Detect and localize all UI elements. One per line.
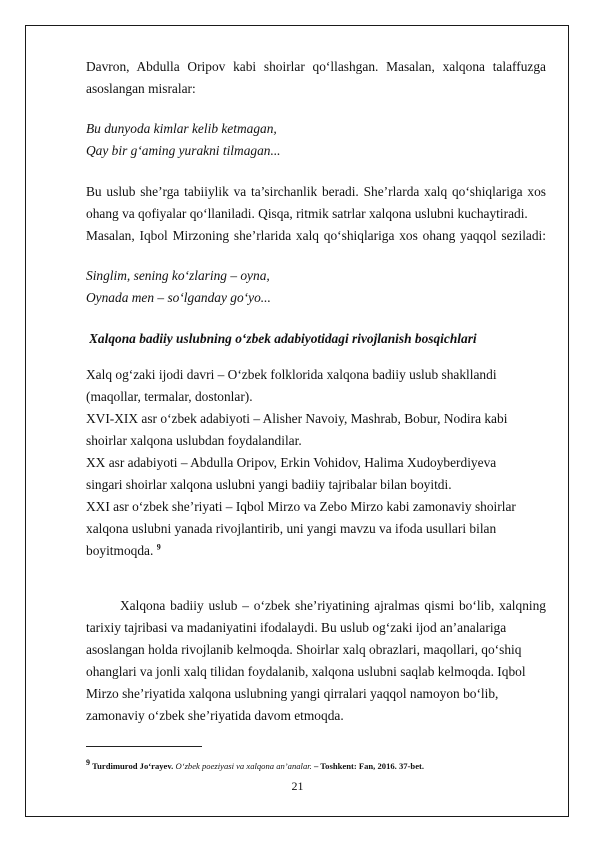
verse-line: Oynada men – so‘lganday go‘yo...: [86, 290, 271, 305]
stage-line: (maqollar, termalar, dostonlar).: [86, 389, 253, 404]
stage-line: Xalq og‘zaki ijodi davri – O‘zbek folklorida xalqona badiiy uslub shakllandi: [86, 367, 497, 382]
paragraph-conclusion: [86, 595, 546, 727]
stage-text: boyitmoqda.: [86, 543, 154, 558]
footnote-author: Turdimurod Jo‘rayev.: [92, 761, 174, 771]
section-heading: Xalqona badiiy uslubning o‘zbek adabiyotidagi rivojlanish bosqichlari: [89, 331, 477, 346]
footnote: [86, 758, 425, 771]
paragraph-line: zamonaviy o‘zbek she’riyatida davom etmoqda.: [86, 708, 344, 723]
paragraph-line: asoslangan holda rivojlanib kelmoqda. Shoirlar xalq obrazlari, maqollari, qo‘shiq: [86, 642, 522, 657]
verse-quote-2: [86, 265, 546, 309]
footnote-title: O‘zbek poeziyasi va xalqona an’analar.: [175, 761, 312, 771]
footnote-reference[interactable]: 9: [156, 542, 161, 552]
page-number: 21: [291, 779, 304, 793]
paragraph-intro: [86, 56, 546, 100]
paragraph-line: tarixiy tajribasi va madaniyatini ifodalaydi. Bu uslub og‘zaki ijod an’analariga: [86, 620, 507, 635]
paragraph-line: Masalan, Iqbol Mirzoning she’rlarida xalq qo‘shiqlariga xos ohang yaqqol seziladi:: [86, 228, 546, 243]
paragraph-line: asoslangan misralar:: [86, 81, 196, 96]
paragraph-line: Davron, Abdulla Oripov kabi shoirlar qo‘llashgan. Masalan, xalqona talaffuzga: [86, 59, 546, 74]
verse-quote-1: [86, 118, 546, 162]
paragraph-line: ohang va qofiyalar qo‘llaniladi. Qisqa, ritmik satrlar xalqona uslubni kuchaytiradi.: [86, 206, 528, 221]
verse-line: Bu dunyoda kimlar kelib ketmagan,: [86, 121, 277, 136]
stage-line: XXI asr o‘zbek she’riyati – Iqbol Mirzo va Zebo Mirzo kabi zamonaviy shoirlar: [86, 499, 516, 514]
stage-line: XX asr adabiyoti – Abdulla Oripov, Erkin Vohidov, Halima Xudoyberdiyeva: [86, 455, 497, 470]
footnote-number: 9: [86, 758, 90, 768]
paragraph-style: [86, 181, 546, 247]
footnote-divider: [86, 746, 202, 747]
stage-line: [86, 540, 546, 562]
verse-line: Singlim, sening ko‘zlaring – oyna,: [86, 268, 270, 283]
stage-line: singari shoirlar xalqona uslubni yangi badiiy tajribalar bilan boyitdi.: [86, 477, 452, 492]
stage-line: XVI-XIX asr o‘zbek adabiyoti – Alisher Navoiy, Mashrab, Bobur, Nodira kabi: [86, 411, 508, 426]
footnote-publication: – Toshkent: Fan, 2016. 37-bet.: [313, 761, 425, 771]
stages-list: [86, 364, 546, 562]
verse-line: Qay bir g‘aming yurakni tilmagan...: [86, 143, 281, 158]
paragraph-line: ohanglari va jonli xalq tilidan foydalanib, xalqona uslubni saqlab kelmoqda. Iqbol: [86, 664, 526, 679]
paragraph-line: Bu uslub she’rga tabiiylik va ta’sirchanlik beradi. She’rlarda xalq qo‘shiqlariga xos: [86, 184, 546, 199]
paragraph-line: Mirzo she’riyatida xalqona uslubning yangi qirralari yaqqol namoyon bo‘lib,: [86, 686, 499, 701]
paragraph-line: Xalqona badiiy uslub – o‘zbek she’riyatining ajralmas qismi bo‘lib, xalqning: [120, 598, 546, 613]
stage-line: shoirlar xalqona uslubdan foydalandilar.: [86, 433, 302, 448]
stage-line: xalqona uslubni yanada rivojlantirib, uni yangi mavzu va ifoda usullari bilan: [86, 521, 497, 536]
